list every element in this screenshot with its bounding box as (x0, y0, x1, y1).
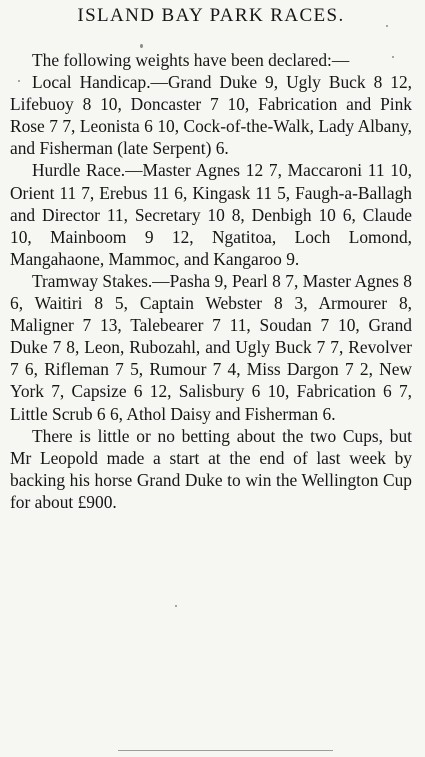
paragraph-tramway-stakes: Tramway Stakes.—Pasha 9, Pearl 8 7, Master Agnes 8 6, Waitiri 8 5, Captain Webster 8 3, Armourer 8, Maligner 7 13, Talebearer 7 11, Soudan 7 10, Grand Duke 7 8, Leon, Rubozahl, and Ugly Buck 7 7, Revolver 7 6, Rifleman 7 5, Rumour 7 4, Miss Dargon 7 2, New York 7, Capsize 6 12, Salisbury 6 10, Fabrication 6 7, Little Scrub 6 6, Athol Daisy and Fisherman 6. (10, 270, 412, 424)
ink-speck (386, 25, 388, 27)
paragraph-declaration: The following weights have been declared:— (32, 50, 350, 70)
ink-speck (175, 605, 177, 607)
ink-speck (18, 80, 20, 82)
ink-speck (392, 56, 394, 58)
paragraph-local-handicap: Local Handicap.—Grand Duke 9, Ugly Buck 8 12, Lifebuoy 8 10, Doncaster 7 10, Fabrication and Pink Rose 7 7, Leonista 6 10, Cock-of-the-Walk, Lady Albany, and Fisherman (late Serpent) 6. (10, 72, 412, 159)
paragraph-hurdle-race: Hurdle Race.—Master Agnes 12 7, Maccaroni 11 10, Orient 11 7, Erebus 11 6, Kingask 11 5, Faugh-a-Ballagh and Director 11, Secretary 10 8, Denbigh 10 6, Claude 10, Mainboom 9 12, Ngatitoa, Loch Lomond, Mangahaone, Mammoc, and Kangaroo 9. (10, 160, 412, 269)
bottom-rule (118, 750, 333, 751)
article-headline: ISLAND BAY PARK RACES. (77, 5, 345, 26)
paragraph-betting-note: There is little or no betting about the two Cups, but Mr Leopold made a start at the end of last week by backing his horse Grand Duke to win the Wellington Cup for about £900. (10, 425, 412, 512)
ink-speck (140, 44, 143, 48)
